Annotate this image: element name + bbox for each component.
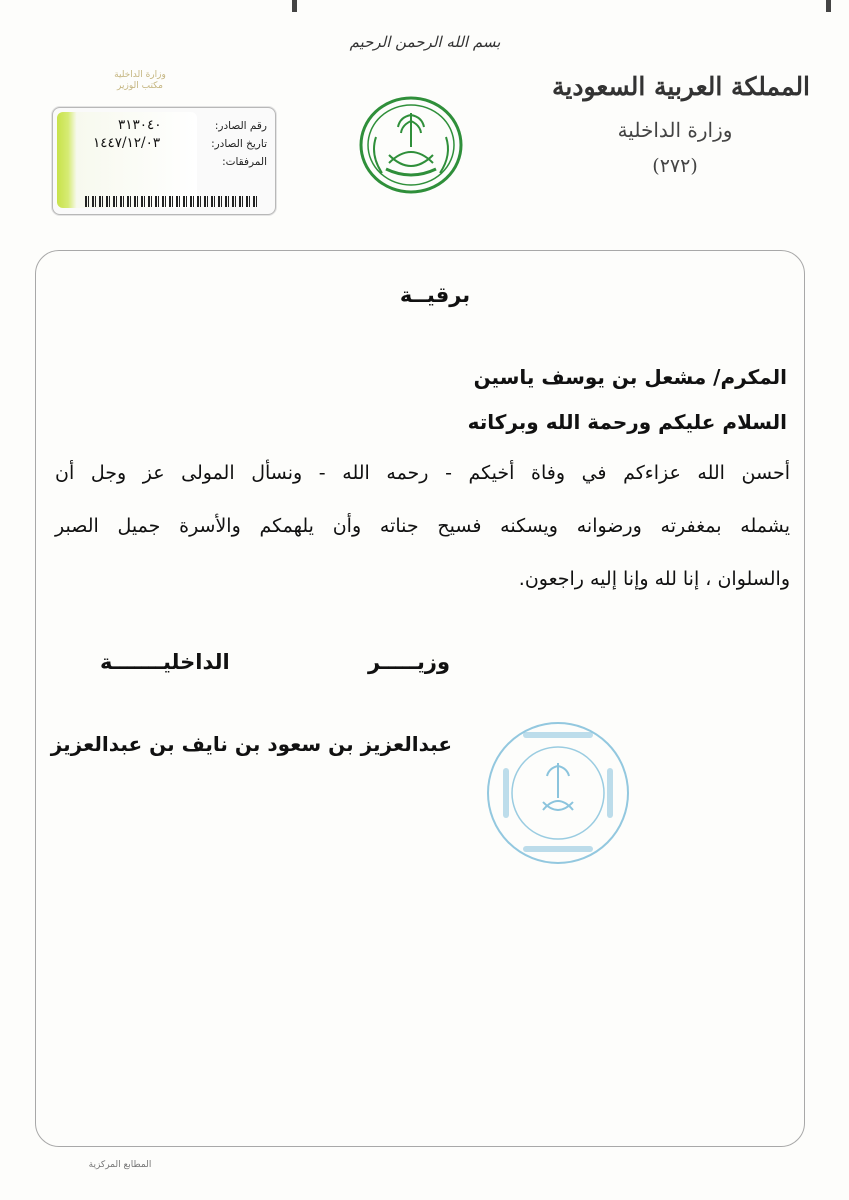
ref-number-label: رقم الصادر: — [214, 120, 267, 132]
office-stamp-text: وزارة الداخلية مكتب الوزير — [114, 70, 166, 91]
edge-mark-right — [826, 0, 831, 12]
ref-date-value: ١٤٤٧/١٢/٠٣ — [93, 135, 161, 151]
printer-footer: المطابع المركزية — [88, 1160, 152, 1170]
official-seal-icon — [483, 718, 633, 868]
edge-mark-left — [292, 0, 297, 12]
signatory-name: عبدالعزيز بن سعود بن نايف بن عبدالعزيز — [50, 732, 452, 756]
saudi-emblem-icon — [356, 95, 466, 195]
office-code: (٢٧٢) — [652, 155, 698, 177]
attachments-label: المرفقات: — [222, 156, 267, 168]
ref-number-value: ٣١٣٠٤٠ — [118, 117, 162, 133]
addressee: المكرم/ مشعل بن يوسف ياسين — [473, 365, 787, 389]
signatory-title: وزيـــــر الداخليـــــــة — [100, 650, 450, 674]
kingdom-title: المملكة العربية السعودية — [551, 72, 811, 101]
ministry-title: وزارة الداخلية — [617, 118, 733, 142]
body-line-1: أحسن الله عزاءكم في وفاة أخيكم - رحمه الله - ونسأل المولى عز وجل أن — [55, 462, 790, 484]
reference-info-box — [52, 107, 276, 215]
body-line-2: يشمله بمغفرته ورضوانه ويسكنه فسيح جناته وأن يلهمكم والأسرة جميل الصبر — [55, 515, 790, 537]
basmala: بسم الله الرحمن الرحيم — [349, 33, 501, 51]
body-line-3: والسلوان ، إنا لله وإنا إليه راجعون. — [518, 568, 790, 590]
barcode — [85, 196, 260, 207]
letter-title: برقيــة — [399, 283, 471, 307]
greeting: السلام عليكم ورحمة الله وبركاته — [467, 410, 787, 434]
ref-date-label: تاريخ الصادر: — [211, 138, 267, 150]
